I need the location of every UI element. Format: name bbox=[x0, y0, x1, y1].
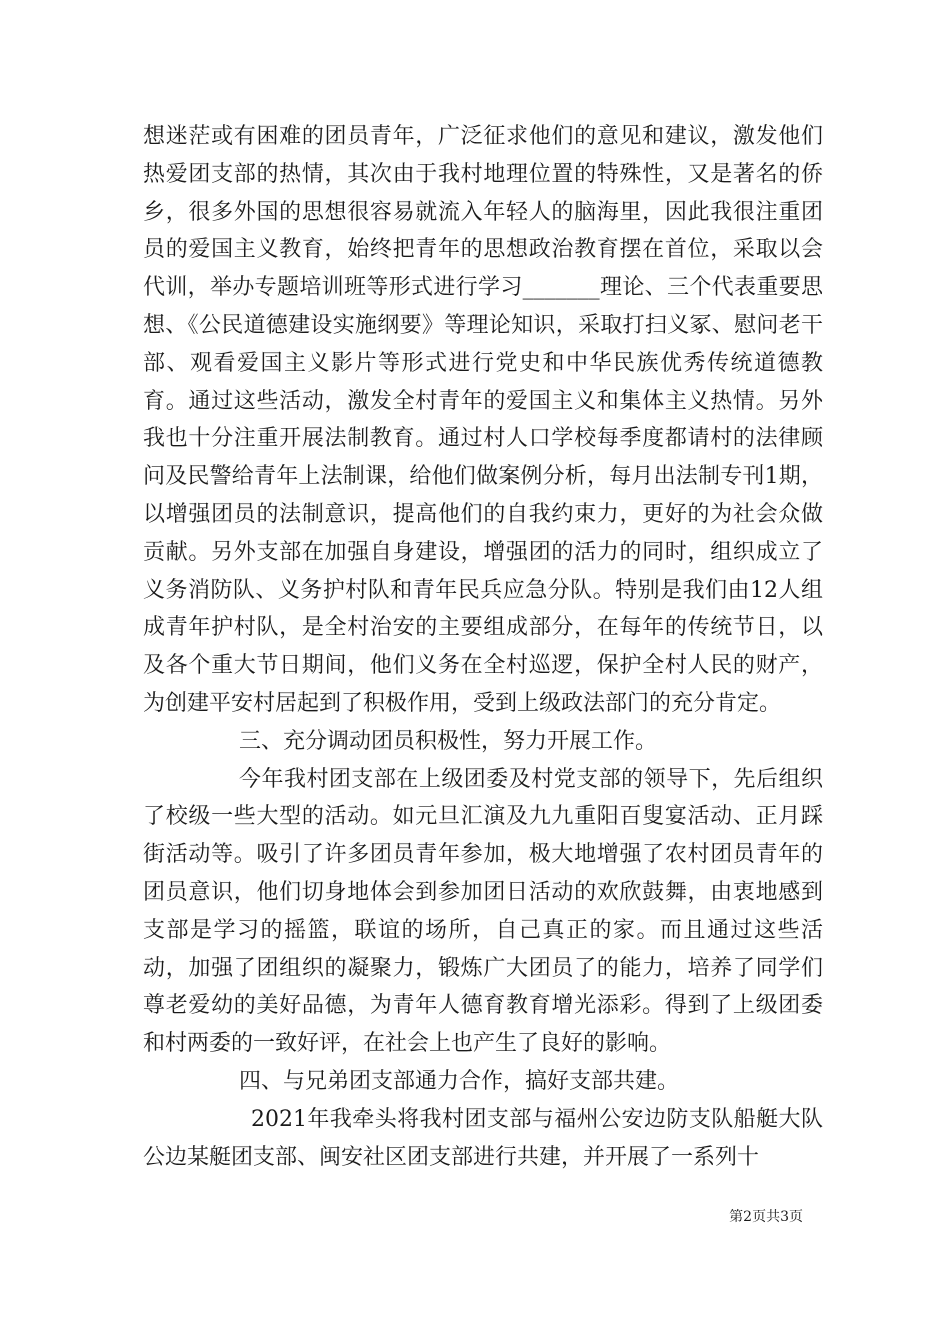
paragraph-section-four: 2021年我牵头将我村团支部与福州公安边防支队船艇大队公边某艇团支部、闽安社区团支部进行共建，并开展了一系列十 bbox=[143, 1106, 823, 1170]
paragraph-continuation: 想迷茫或有困难的团员青年，广泛征求他们的意见和建议，激发他们热爱团支部的热情，其次由于我村地理位置的特殊性，又是著名的侨乡，很多外国的思想很容易就流入年轻人的脑海里，因此我很注重团员的爱国主义教育，始终把青年的思想政治教育摆在首位，采取以会代训，举办专题培训班等形式进行学习_______理论、三个代表重要思想、《公民道德建设实施纲要》等理论知识，采取打扫义冢、慰问老干部、观看爱国主义影片等形式进行党史和中华民族优秀传统道德教育。通过这些活动，激发全村青年的爱国主义和集体主义热情。另外我也十分注重开展法制教育。通过村人口学校每季度都请村的法律顾问及民警给青年上法制课，给他们做案例分析，每月出法制专刊1期，以增强团员的法制意识，提高他们的自我约束力，更好的为社会众做贡献。另外支部在加强自身建设，增强团的活力的同时，组织成立了义务消防队、义务护村队和青年民兵应急分队。特别是我们由12人组成青年护村队，是全村治安的主要组成部分，在每年的传统节日，以及各个重大节日期间，他们义务在全村巡逻，保护全村人民的财产，为创建平安村居起到了积极作用，受到上级政法部门的充分肯定。 bbox=[143, 124, 823, 716]
section-heading-four: 四、与兄弟团支部通力合作，搞好支部共建。 bbox=[239, 1068, 680, 1094]
section-heading-three: 三、充分调动团员积极性，努力开展工作。 bbox=[239, 728, 658, 754]
paragraph-section-three: 今年我村团支部在上级团委及村党支部的领导下，先后组织了校级一些大型的活动。如元旦汇演及九九重阳百叟宴活动、正月踩街活动等。吸引了许多团员青年参加，极大地增强了农村团员青年的团员意识，他们切身地体会到参加团日活动的欢欣鼓舞，由衷地感到支部是学习的摇篮，联谊的场所，自己真正的家。而且通过这些活动，加强了团组织的凝聚力，锻炼广大团员了的能力，培养了同学们尊老爱幼的美好品德，为青年人德育教育增光添彩。得到了上级团委和村两委的一致好评，在社会上也产生了良好的影响。 bbox=[143, 766, 823, 1057]
body-text bbox=[143, 118, 823, 1176]
page-number-footer: 第2页共3页 bbox=[729, 1209, 803, 1225]
